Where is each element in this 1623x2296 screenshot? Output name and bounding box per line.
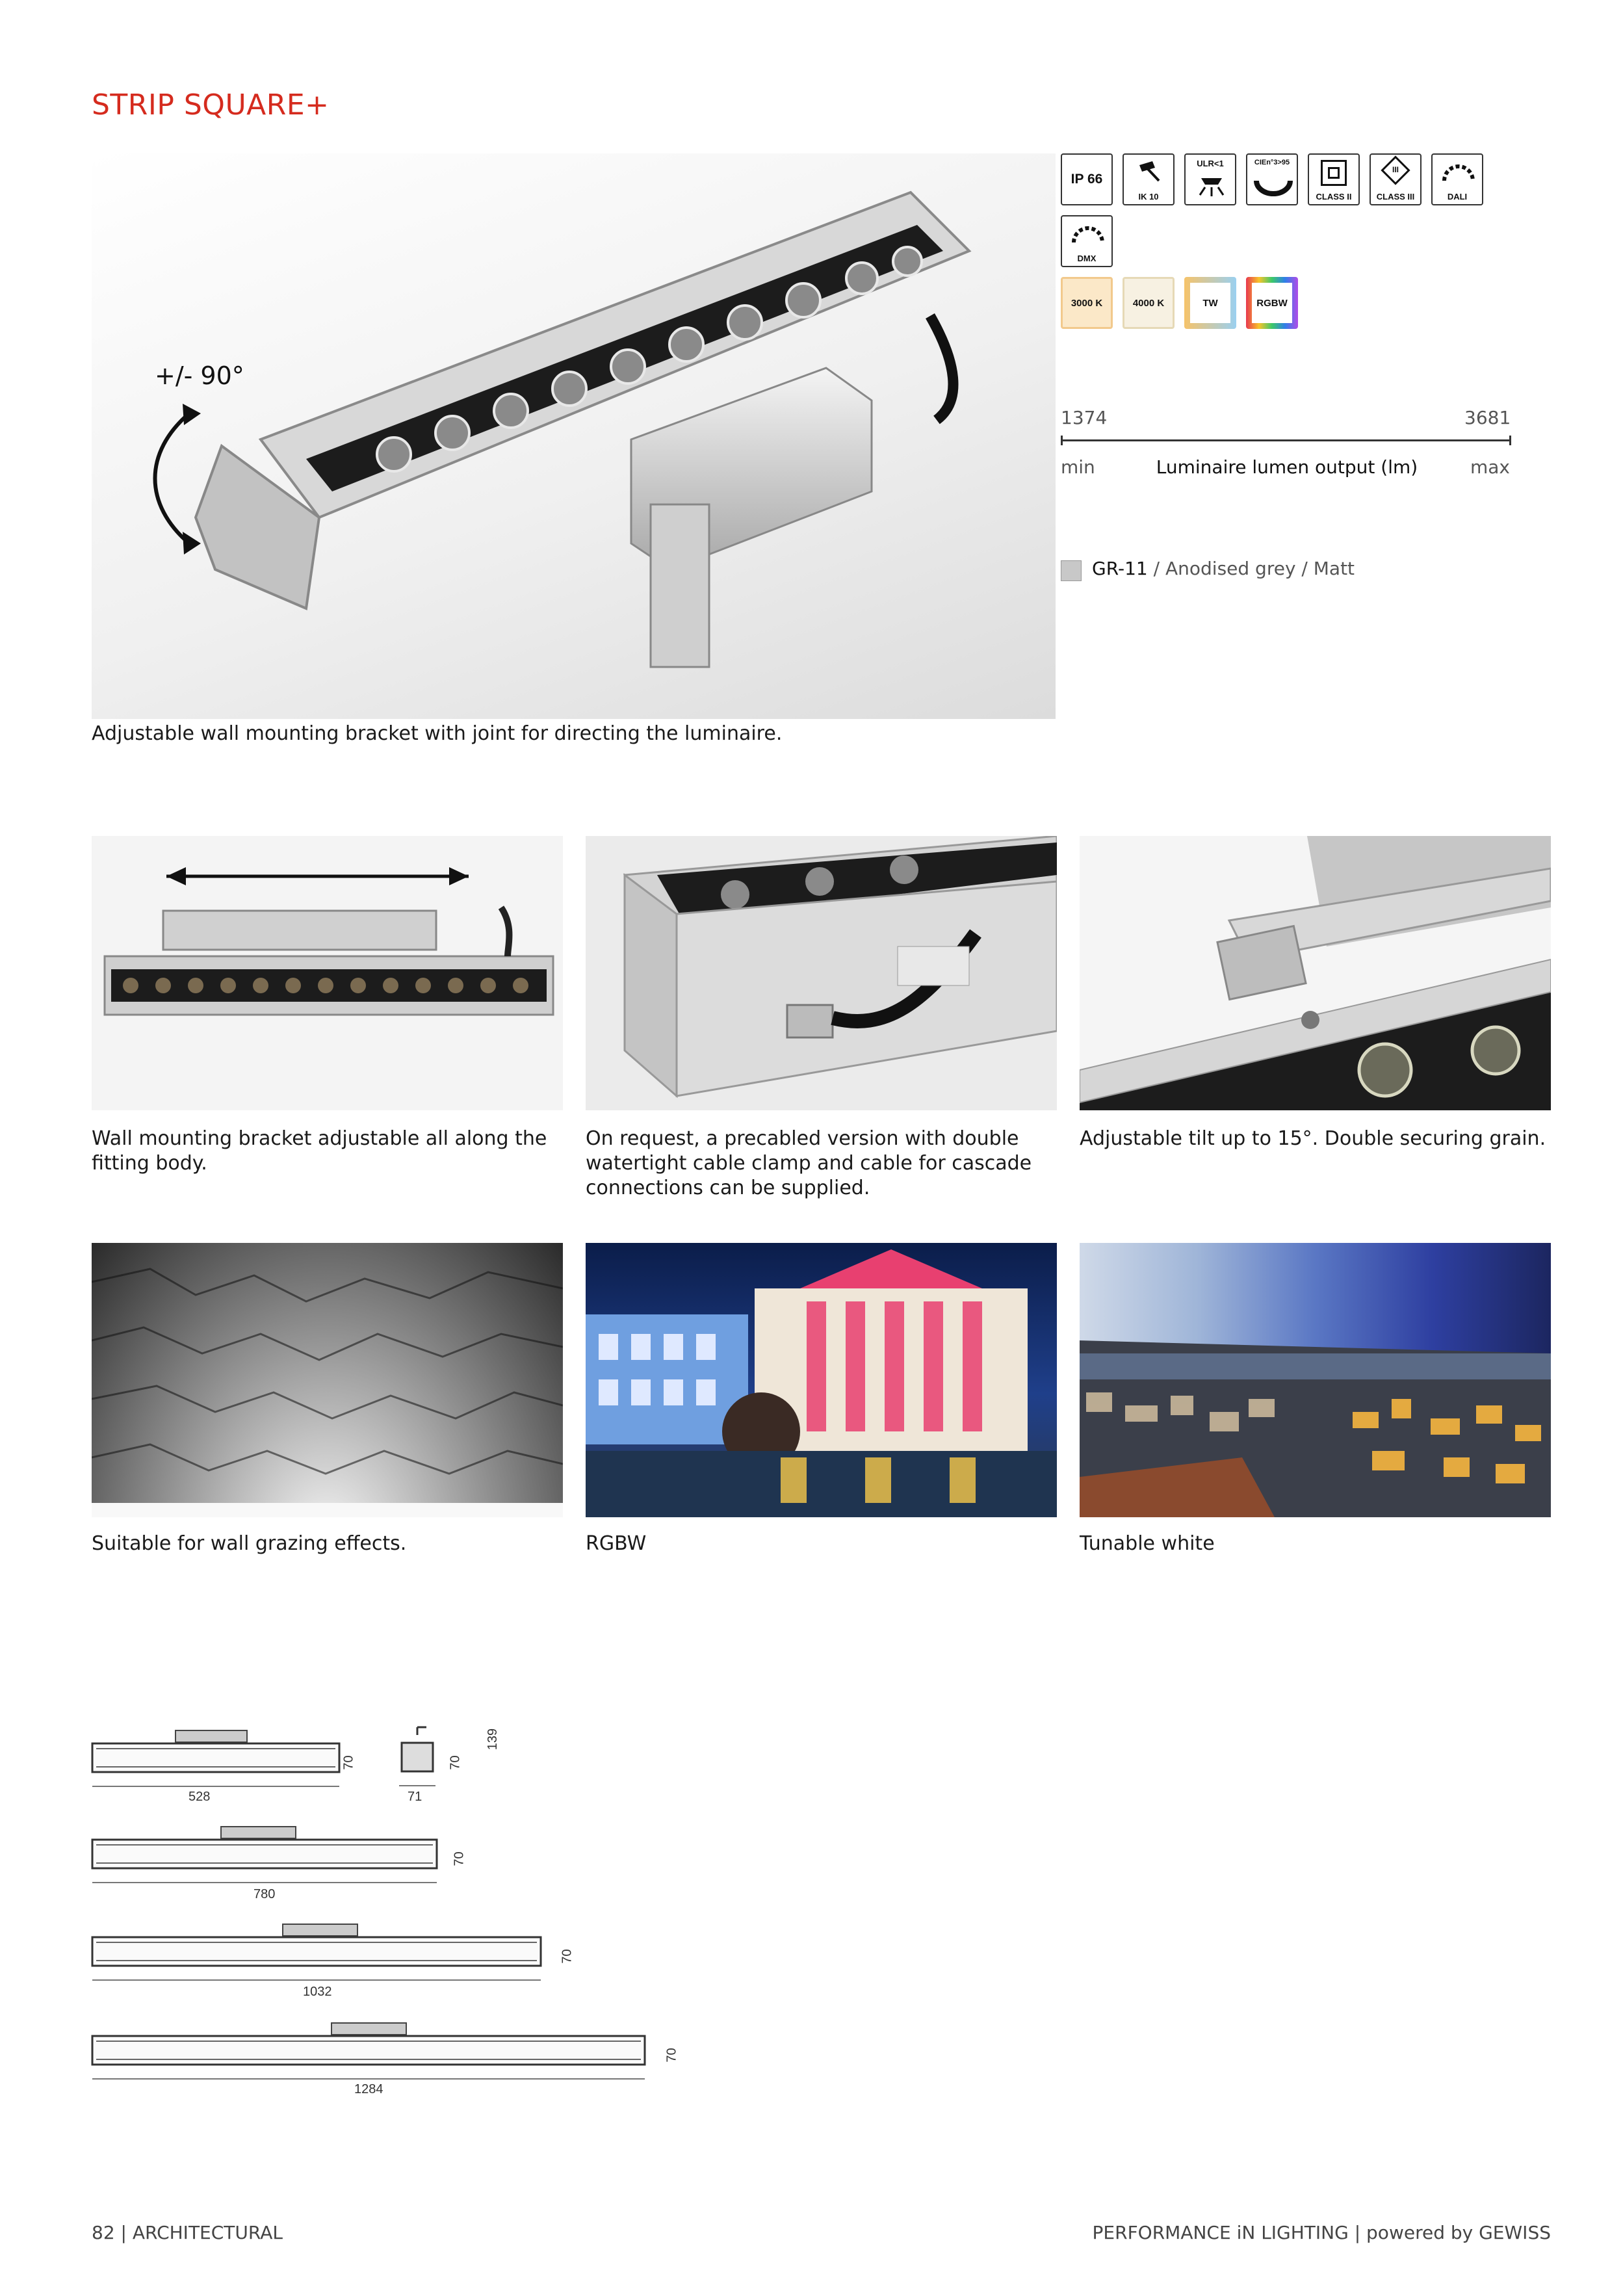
dim-height-1284: 70 xyxy=(664,2048,679,2063)
feature-photo-bracket xyxy=(92,836,563,1110)
stone-texture xyxy=(92,1243,563,1517)
application-caption-wall-grazing: Suitable for wall grazing effects. xyxy=(92,1532,407,1555)
lumen-min-value: 1374 xyxy=(1061,407,1108,428)
cri-icon: CIEn°3>95 xyxy=(1246,153,1298,205)
chip-tw: TW xyxy=(1184,277,1236,329)
angle-label: +/- 90° xyxy=(155,361,244,390)
feature-photo-tilt xyxy=(1080,836,1551,1110)
footer-tagline: PERFORMANCE iN LIGHTING | powered by GEWISS xyxy=(1092,2222,1551,2243)
application-photo-rgbw xyxy=(586,1243,1057,1517)
lumen-scale-tick-left xyxy=(1061,436,1063,445)
dim-height-780: 70 xyxy=(452,1851,467,1866)
hammer-icon xyxy=(1130,159,1169,185)
dim-height-1032: 70 xyxy=(560,1949,575,1964)
hero-product-photo xyxy=(92,153,1056,719)
application-caption-tunable-white: Tunable white xyxy=(1080,1532,1215,1555)
building-illustration xyxy=(586,1243,1057,1517)
class-iii-icon: III CLASS III xyxy=(1370,153,1422,205)
finish-code: GR-11 xyxy=(1092,558,1148,579)
chip-3000k: 3000 K xyxy=(1061,277,1113,329)
dmx-icon: DMX xyxy=(1061,215,1113,267)
feature-photo-cable xyxy=(586,836,1057,1110)
application-photo-tunable-white xyxy=(1080,1243,1551,1517)
feature-caption-bracket: Wall mounting bracket adjustable all along the fitting body. xyxy=(92,1127,547,1175)
luminaire-illustration xyxy=(92,153,1056,719)
lumen-max-value: 3681 xyxy=(1464,407,1511,428)
footer-page-section: 82 | ARCHITECTURAL xyxy=(92,2222,283,2243)
application-photo-wall-grazing xyxy=(92,1243,563,1517)
chip-4000k: 4000 K xyxy=(1123,277,1175,329)
ip66-icon: IP 66 xyxy=(1061,153,1113,205)
dmx-arc-icon xyxy=(1069,220,1108,246)
dim-length-1032: 1032 xyxy=(303,1985,332,1999)
dim-side-total-height: 139 xyxy=(486,1728,500,1751)
page-title: STRIP SQUARE+ xyxy=(92,88,330,122)
light-rays-icon xyxy=(1192,173,1231,199)
drawing-1284 xyxy=(91,2015,650,2087)
finish-label xyxy=(1092,558,1355,579)
application-caption-rgbw: RGBW xyxy=(586,1532,647,1555)
dim-height-528: 70 xyxy=(341,1755,356,1770)
finish-desc: / Anodised grey / Matt xyxy=(1147,558,1355,579)
feature-caption-tilt: Adjustable tilt up to 15°. Double securing grain. xyxy=(1080,1127,1546,1150)
feature-caption-cable: On request, a precabled version with double watertight cable clamp and cable for cascade connections can be supplied. xyxy=(586,1127,1032,1199)
ulr-icon: ULR<1 xyxy=(1184,153,1236,205)
lumen-max-label: max xyxy=(1470,456,1510,478)
cable-clamp-illustration xyxy=(586,836,1057,1110)
dim-side-width: 71 xyxy=(408,1790,422,1804)
lumen-output-label: Luminaire lumen output (lm) xyxy=(1156,456,1418,478)
hero-caption: Adjustable wall mounting bracket with joint for directing the luminaire. xyxy=(92,722,783,745)
bracket-illustration xyxy=(92,836,563,1110)
dim-length-528: 528 xyxy=(188,1790,211,1804)
dim-length-780: 780 xyxy=(253,1887,276,1901)
drawing-1032 xyxy=(91,1918,546,1989)
lumen-scale-line xyxy=(1061,439,1511,441)
city-view-illustration xyxy=(1080,1243,1551,1517)
drawing-side-view xyxy=(398,1726,437,1791)
dim-length-1284: 1284 xyxy=(354,2082,383,2096)
rainbow-arc-icon xyxy=(1253,174,1294,200)
drawing-528 xyxy=(91,1723,344,1794)
lumen-min-label: min xyxy=(1061,456,1095,478)
class-ii-icon: CLASS II xyxy=(1308,153,1360,205)
drawing-780 xyxy=(91,1820,442,1892)
tilt-joint-illustration xyxy=(1080,836,1551,1110)
lumen-scale-tick-right xyxy=(1509,436,1511,445)
dimming-arc-icon xyxy=(1439,159,1478,185)
finish-swatch xyxy=(1061,560,1082,581)
chip-rgbw: RGBW xyxy=(1246,277,1298,329)
ik10-icon: IK 10 xyxy=(1123,153,1175,205)
dim-side-height: 70 xyxy=(448,1755,463,1770)
dali-icon: DALI xyxy=(1431,153,1483,205)
